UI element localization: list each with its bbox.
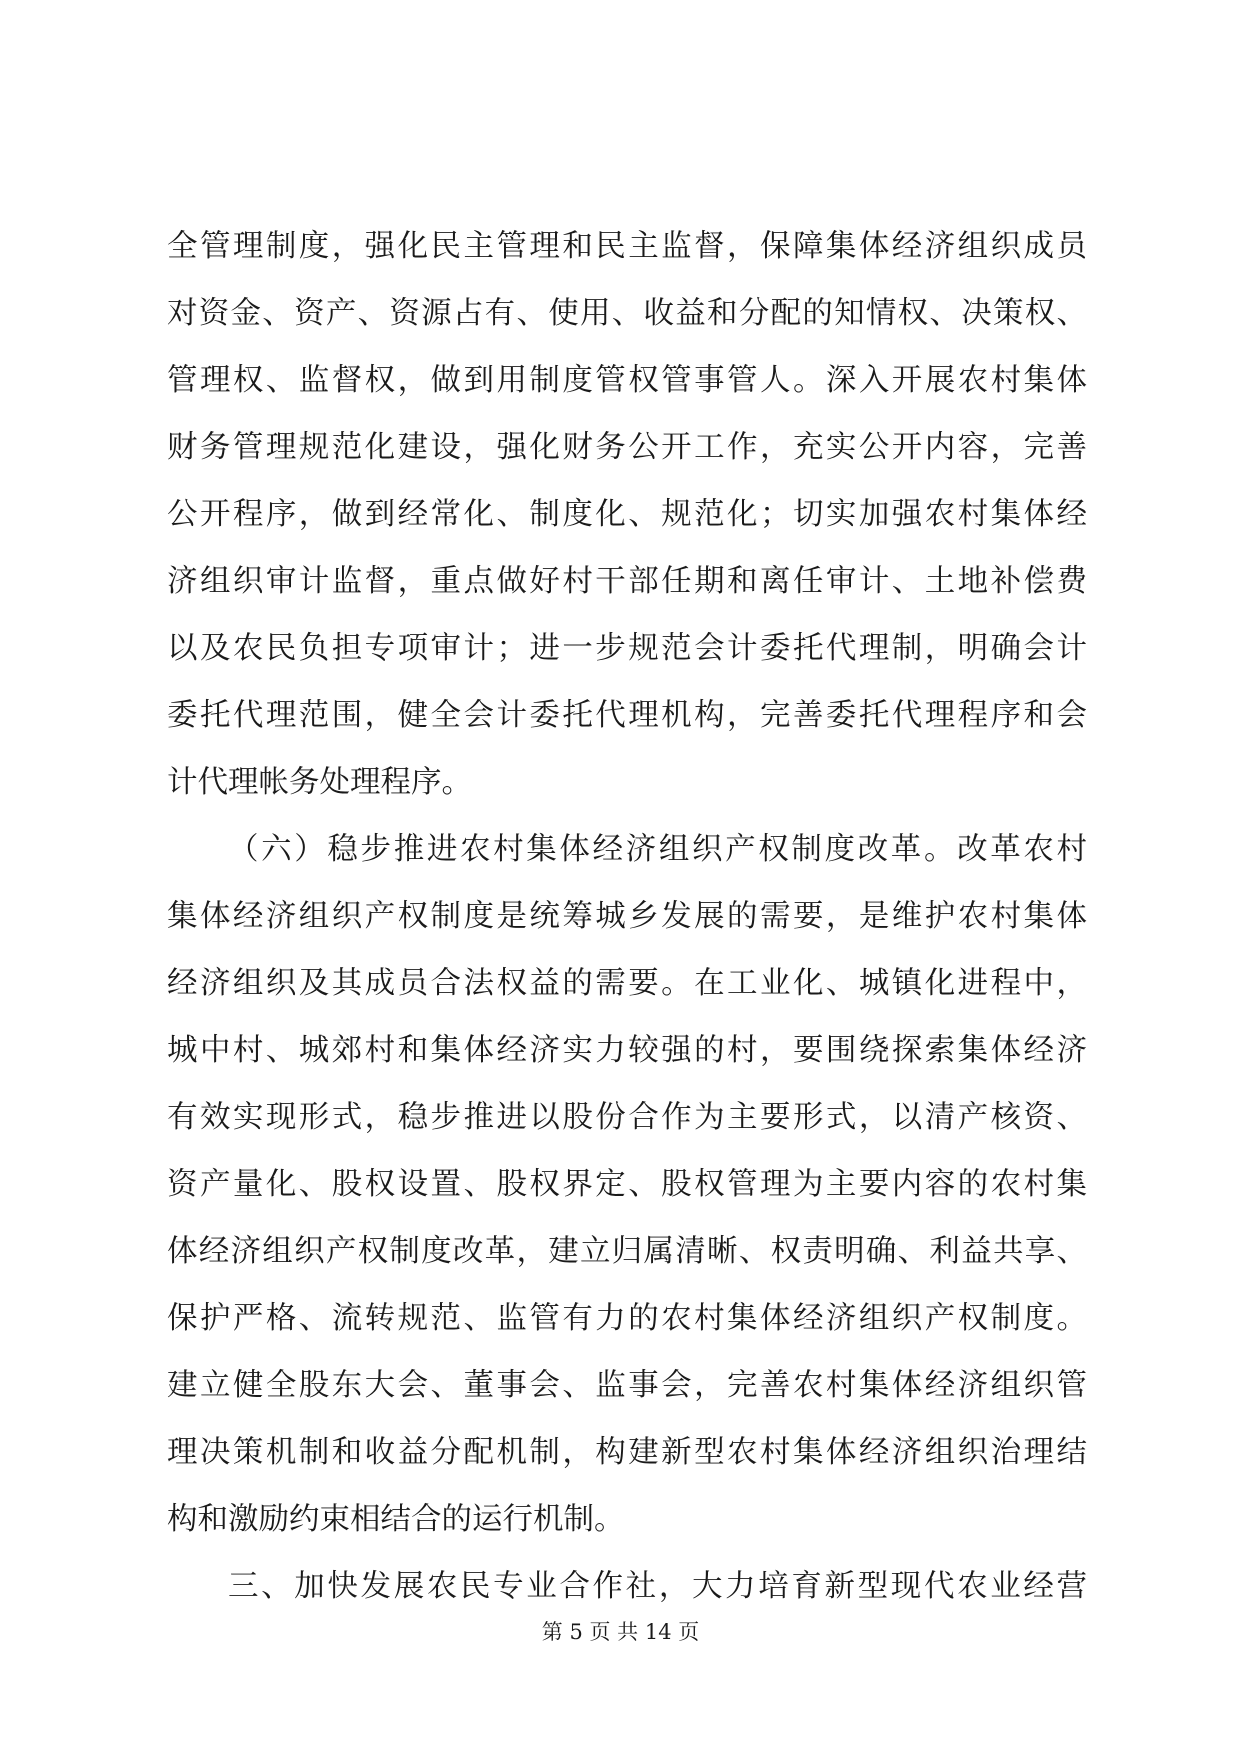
text-line: 以及农民负担专项审计；进一步规范会计委托代理制，明确会计 bbox=[167, 631, 1087, 666]
page-footer bbox=[0, 1617, 1241, 1647]
text-line: 建立健全股东大会、董事会、监事会，完善农村集体经济组织管 bbox=[167, 1368, 1087, 1403]
text-line: 保护严格、流转规范、监管有力的农村集体经济组织产权制度。 bbox=[167, 1301, 1087, 1336]
text-line: 计代理帐务处理程序。 bbox=[167, 765, 472, 800]
text-line: 城中村、城郊村和集体经济实力较强的村，要围绕探索集体经济 bbox=[167, 1033, 1087, 1068]
section-heading-line: 三、加快发展农民专业合作社，大力培育新型现代农业经营 bbox=[228, 1569, 1087, 1604]
text-line: 理决策机制和收益分配机制，构建新型农村集体经济组织治理结 bbox=[167, 1435, 1087, 1470]
text-line: 济组织审计监督，重点做好村干部任期和离任审计、土地补偿费 bbox=[167, 564, 1087, 599]
page-number: 第 5 页 共 14 页 bbox=[541, 1620, 700, 1644]
text-line: 公开程序，做到经常化、制度化、规范化；切实加强农村集体经 bbox=[167, 497, 1087, 532]
text-line: 全管理制度，强化民主管理和民主监督，保障集体经济组织成员 bbox=[167, 229, 1087, 264]
section-heading-line: （六）稳步推进农村集体经济组织产权制度改革。改革农村 bbox=[228, 832, 1087, 867]
text-line: 对资金、资产、资源占有、使用、收益和分配的知情权、决策权、 bbox=[167, 296, 1087, 331]
body-text bbox=[167, 213, 1087, 1620]
text-line: 财务管理规范化建设，强化财务公开工作，充实公开内容，完善 bbox=[167, 430, 1087, 465]
text-line: 体经济组织产权制度改革，建立归属清晰、权责明确、利益共享、 bbox=[167, 1234, 1087, 1269]
text-line: 经济组织及其成员合法权益的需要。在工业化、城镇化进程中， bbox=[167, 966, 1087, 1001]
text-line: 委托代理范围，健全会计委托代理机构，完善委托代理程序和会 bbox=[167, 698, 1087, 733]
text-line: 集体经济组织产权制度是统筹城乡发展的需要，是维护农村集体 bbox=[167, 899, 1087, 934]
text-line: 有效实现形式，稳步推进以股份合作为主要形式，以清产核资、 bbox=[167, 1100, 1087, 1135]
text-line: 管理权、监督权，做到用制度管权管事管人。深入开展农村集体 bbox=[167, 363, 1087, 398]
text-line: 资产量化、股权设置、股权界定、股权管理为主要内容的农村集 bbox=[167, 1167, 1087, 1202]
text-line: 构和激励约束相结合的运行机制。 bbox=[167, 1502, 625, 1537]
